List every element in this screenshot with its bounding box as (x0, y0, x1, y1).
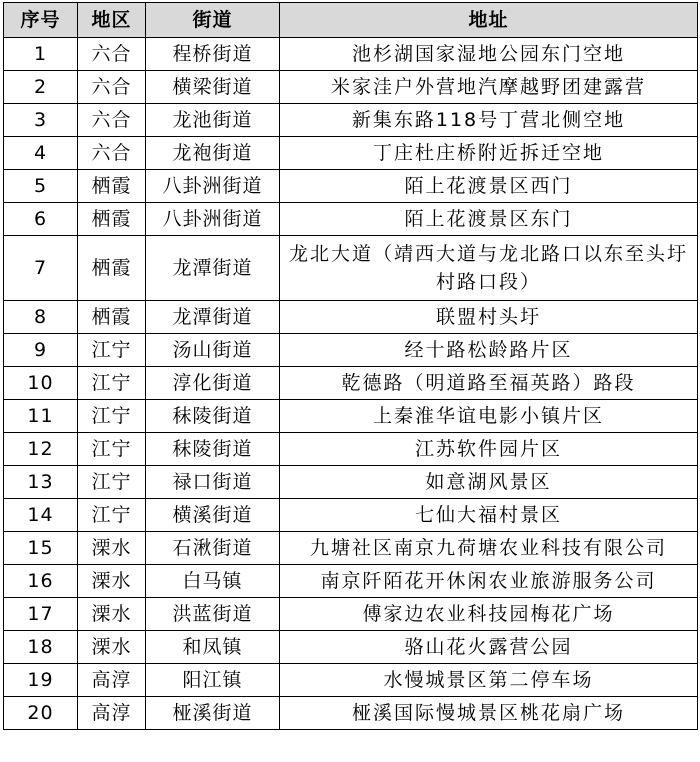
table-row (4, 565, 698, 598)
camping-sites-table (3, 2, 698, 730)
cell-street: 程桥街道 (146, 38, 280, 71)
cell-street: 桠溪街道 (146, 697, 280, 730)
cell-street: 龙袍街道 (146, 137, 280, 170)
table-row (4, 236, 698, 301)
cell-district: 六合 (78, 104, 146, 137)
cell-index: 8 (4, 301, 78, 334)
table-row (4, 664, 698, 697)
cell-district: 江宁 (78, 433, 146, 466)
table-row (4, 466, 698, 499)
header-street: 街道 (146, 3, 280, 38)
cell-address: 南京阡陌花开休闲农业旅游服务公司 (280, 565, 698, 598)
cell-district: 江宁 (78, 466, 146, 499)
cell-index: 16 (4, 565, 78, 598)
cell-index: 10 (4, 367, 78, 400)
cell-index: 15 (4, 532, 78, 565)
table-row (4, 104, 698, 137)
cell-street: 横梁街道 (146, 71, 280, 104)
cell-address: 江苏软件园片区 (280, 433, 698, 466)
cell-street: 阳江镇 (146, 664, 280, 697)
cell-index: 3 (4, 104, 78, 137)
cell-address: 傅家边农业科技园梅花广场 (280, 598, 698, 631)
cell-district: 六合 (78, 38, 146, 71)
cell-street: 秣陵街道 (146, 433, 280, 466)
cell-street: 洪蓝街道 (146, 598, 280, 631)
table-row (4, 697, 698, 730)
header-row (4, 3, 698, 38)
table-row (4, 334, 698, 367)
cell-district: 六合 (78, 71, 146, 104)
cell-street: 龙池街道 (146, 104, 280, 137)
cell-address: 新集东路118号丁营北侧空地 (280, 104, 698, 137)
cell-district: 溧水 (78, 598, 146, 631)
cell-street: 龙潭街道 (146, 236, 280, 301)
cell-address: 米家洼户外营地汽摩越野团建露营 (280, 71, 698, 104)
cell-address: 桠溪国际慢城景区桃花扇广场 (280, 697, 698, 730)
cell-district: 江宁 (78, 367, 146, 400)
cell-index: 11 (4, 400, 78, 433)
cell-address: 丁庄杜庄桥附近拆迁空地 (280, 137, 698, 170)
cell-index: 20 (4, 697, 78, 730)
cell-index: 6 (4, 203, 78, 236)
cell-street: 禄口街道 (146, 466, 280, 499)
cell-district: 溧水 (78, 532, 146, 565)
cell-address: 水慢城景区第二停车场 (280, 664, 698, 697)
cell-district: 栖霞 (78, 203, 146, 236)
cell-district: 高淳 (78, 664, 146, 697)
cell-index: 9 (4, 334, 78, 367)
cell-address: 七仙大福村景区 (280, 499, 698, 532)
cell-district: 高淳 (78, 697, 146, 730)
cell-index: 18 (4, 631, 78, 664)
cell-district: 江宁 (78, 400, 146, 433)
cell-address: 经十路松龄路片区 (280, 334, 698, 367)
cell-district: 六合 (78, 137, 146, 170)
cell-street: 横溪街道 (146, 499, 280, 532)
cell-index: 4 (4, 137, 78, 170)
cell-address: 陌上花渡景区东门 (280, 203, 698, 236)
cell-index: 19 (4, 664, 78, 697)
cell-address: 联盟村头圩 (280, 301, 698, 334)
cell-address: 九塘社区南京九荷塘农业科技有限公司 (280, 532, 698, 565)
cell-district: 溧水 (78, 631, 146, 664)
cell-index: 5 (4, 170, 78, 203)
table-row (4, 532, 698, 565)
cell-district: 江宁 (78, 499, 146, 532)
cell-street: 秣陵街道 (146, 400, 280, 433)
table-row (4, 301, 698, 334)
cell-index: 2 (4, 71, 78, 104)
cell-district: 溧水 (78, 565, 146, 598)
table-row (4, 203, 698, 236)
table-row (4, 137, 698, 170)
cell-street: 石湫街道 (146, 532, 280, 565)
cell-street: 龙潭街道 (146, 301, 280, 334)
header-index: 序号 (4, 3, 78, 38)
cell-address: 龙北大道（靖西大道与龙北路口以东至头圩村路口段） (280, 236, 698, 301)
cell-district: 栖霞 (78, 170, 146, 203)
cell-address: 乾德路（明道路至福英路）路段 (280, 367, 698, 400)
table-row (4, 631, 698, 664)
cell-district: 栖霞 (78, 301, 146, 334)
table-row (4, 71, 698, 104)
cell-street: 汤山街道 (146, 334, 280, 367)
table-row (4, 499, 698, 532)
cell-index: 7 (4, 236, 78, 301)
cell-index: 1 (4, 38, 78, 71)
header-district: 地区 (78, 3, 146, 38)
cell-street: 白马镇 (146, 565, 280, 598)
cell-street: 八卦洲街道 (146, 170, 280, 203)
cell-street: 八卦洲街道 (146, 203, 280, 236)
cell-district: 栖霞 (78, 236, 146, 301)
table-row (4, 38, 698, 71)
cell-address: 如意湖风景区 (280, 466, 698, 499)
cell-district: 江宁 (78, 334, 146, 367)
header-address: 地址 (280, 3, 698, 38)
table-row (4, 367, 698, 400)
table-row (4, 433, 698, 466)
table-row (4, 170, 698, 203)
cell-index: 17 (4, 598, 78, 631)
cell-index: 13 (4, 466, 78, 499)
cell-street: 和凤镇 (146, 631, 280, 664)
cell-index: 12 (4, 433, 78, 466)
table-row (4, 400, 698, 433)
cell-index: 14 (4, 499, 78, 532)
cell-address: 陌上花渡景区西门 (280, 170, 698, 203)
cell-address: 池杉湖国家湿地公园东门空地 (280, 38, 698, 71)
cell-address: 上秦淮华谊电影小镇片区 (280, 400, 698, 433)
cell-address: 骆山花火露营公园 (280, 631, 698, 664)
table-row (4, 598, 698, 631)
cell-street: 淳化街道 (146, 367, 280, 400)
